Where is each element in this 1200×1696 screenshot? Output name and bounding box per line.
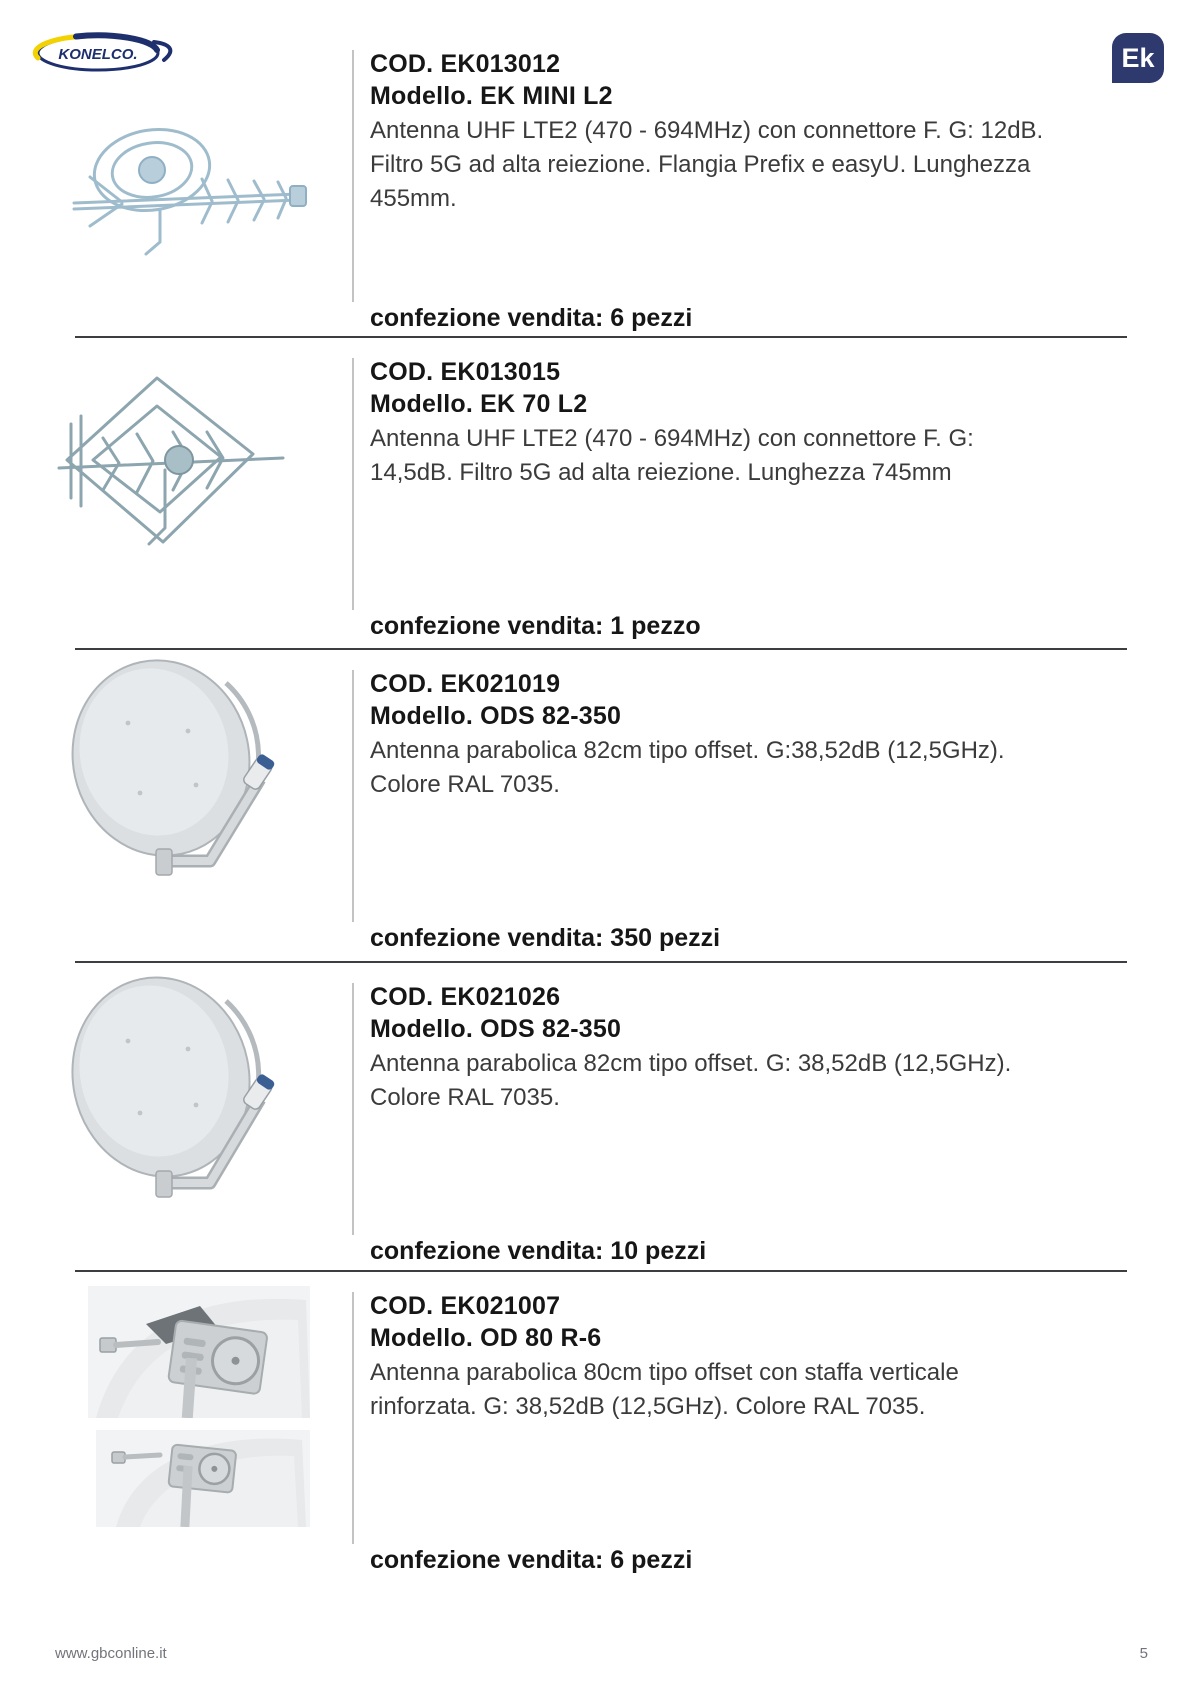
product-code: COD. EK021019 [370, 670, 561, 698]
product-photo-bracket-top [88, 1286, 310, 1418]
product-code: COD. EK021026 [370, 983, 561, 1011]
vertical-rule [352, 670, 354, 922]
product-image-uhf-antenna-compact [60, 82, 330, 272]
product-description: Antenna UHF LTE2 (470 - 694MHz) con connettore F. G: 14,5dB. Filtro 5G ad alta reiezione. Lunghezza 745mm [370, 425, 974, 486]
product-model: Modello. OD 80 R-6 [370, 1324, 602, 1352]
product-description: Antenna UHF LTE2 (470 - 694MHz) con connettore F. G: 12dB. Filtro 5G ad alta reiezione. Flangia Prefix e easyU. Lunghezza 455mm. [370, 117, 1044, 212]
product-code: COD. EK013012 [370, 50, 561, 78]
product-model: Modello. ODS 82-350 [370, 702, 622, 730]
pack-size: confezione vendita: 10 pezzi [370, 1237, 707, 1265]
product-model: Modello. ODS 82-350 [370, 1015, 622, 1043]
konelco-logo-text: KONELCO. [58, 46, 138, 63]
vertical-rule [352, 50, 354, 302]
pack-size: confezione vendita: 1 pezzo [370, 612, 701, 640]
footer-website-link[interactable]: www.gbconline.it [55, 1645, 167, 1662]
product-description: Antenna parabolica 80cm tipo offset con staffa verticale rinforzata. G: 38,52dB (12,5GHz). Colore RAL 7035. [370, 1359, 959, 1420]
product-model: Modello. EK 70 L2 [370, 390, 588, 418]
product-code: COD. EK013015 [370, 358, 561, 386]
product-code: COD. EK021007 [370, 1292, 561, 1320]
product-row-ek013012 [0, 30, 1200, 338]
product-description: Antenna parabolica 82cm tipo offset. G: 38,52dB (12,5GHz). Colore RAL 7035. [370, 1050, 1012, 1111]
product-image-satellite-dish [48, 653, 320, 888]
pack-size: confezione vendita: 6 pezzi [370, 304, 693, 332]
pack-size: confezione vendita: 6 pezzi [370, 1546, 693, 1574]
vertical-rule [352, 1292, 354, 1544]
product-image-uhf-antenna-large [45, 358, 300, 563]
product-row-ek021019 [0, 650, 1200, 963]
product-description: Antenna parabolica 82cm tipo offset. G:38,52dB (12,5GHz). Colore RAL 7035. [370, 737, 1005, 798]
ek-brand-badge: Ek [1112, 33, 1164, 83]
product-model: Modello. EK MINI L2 [370, 82, 613, 110]
product-photo-bracket-bottom [96, 1430, 310, 1527]
product-row-ek021007 [0, 1272, 1200, 1602]
vertical-rule [352, 983, 354, 1235]
product-row-ek013015 [0, 338, 1200, 650]
vertical-rule [352, 358, 354, 610]
product-image-satellite-dish [48, 969, 320, 1211]
footer-page-number: 5 [1139, 1645, 1148, 1662]
pack-size: confezione vendita: 350 pezzi [370, 924, 721, 952]
product-row-ek021026 [0, 963, 1200, 1272]
